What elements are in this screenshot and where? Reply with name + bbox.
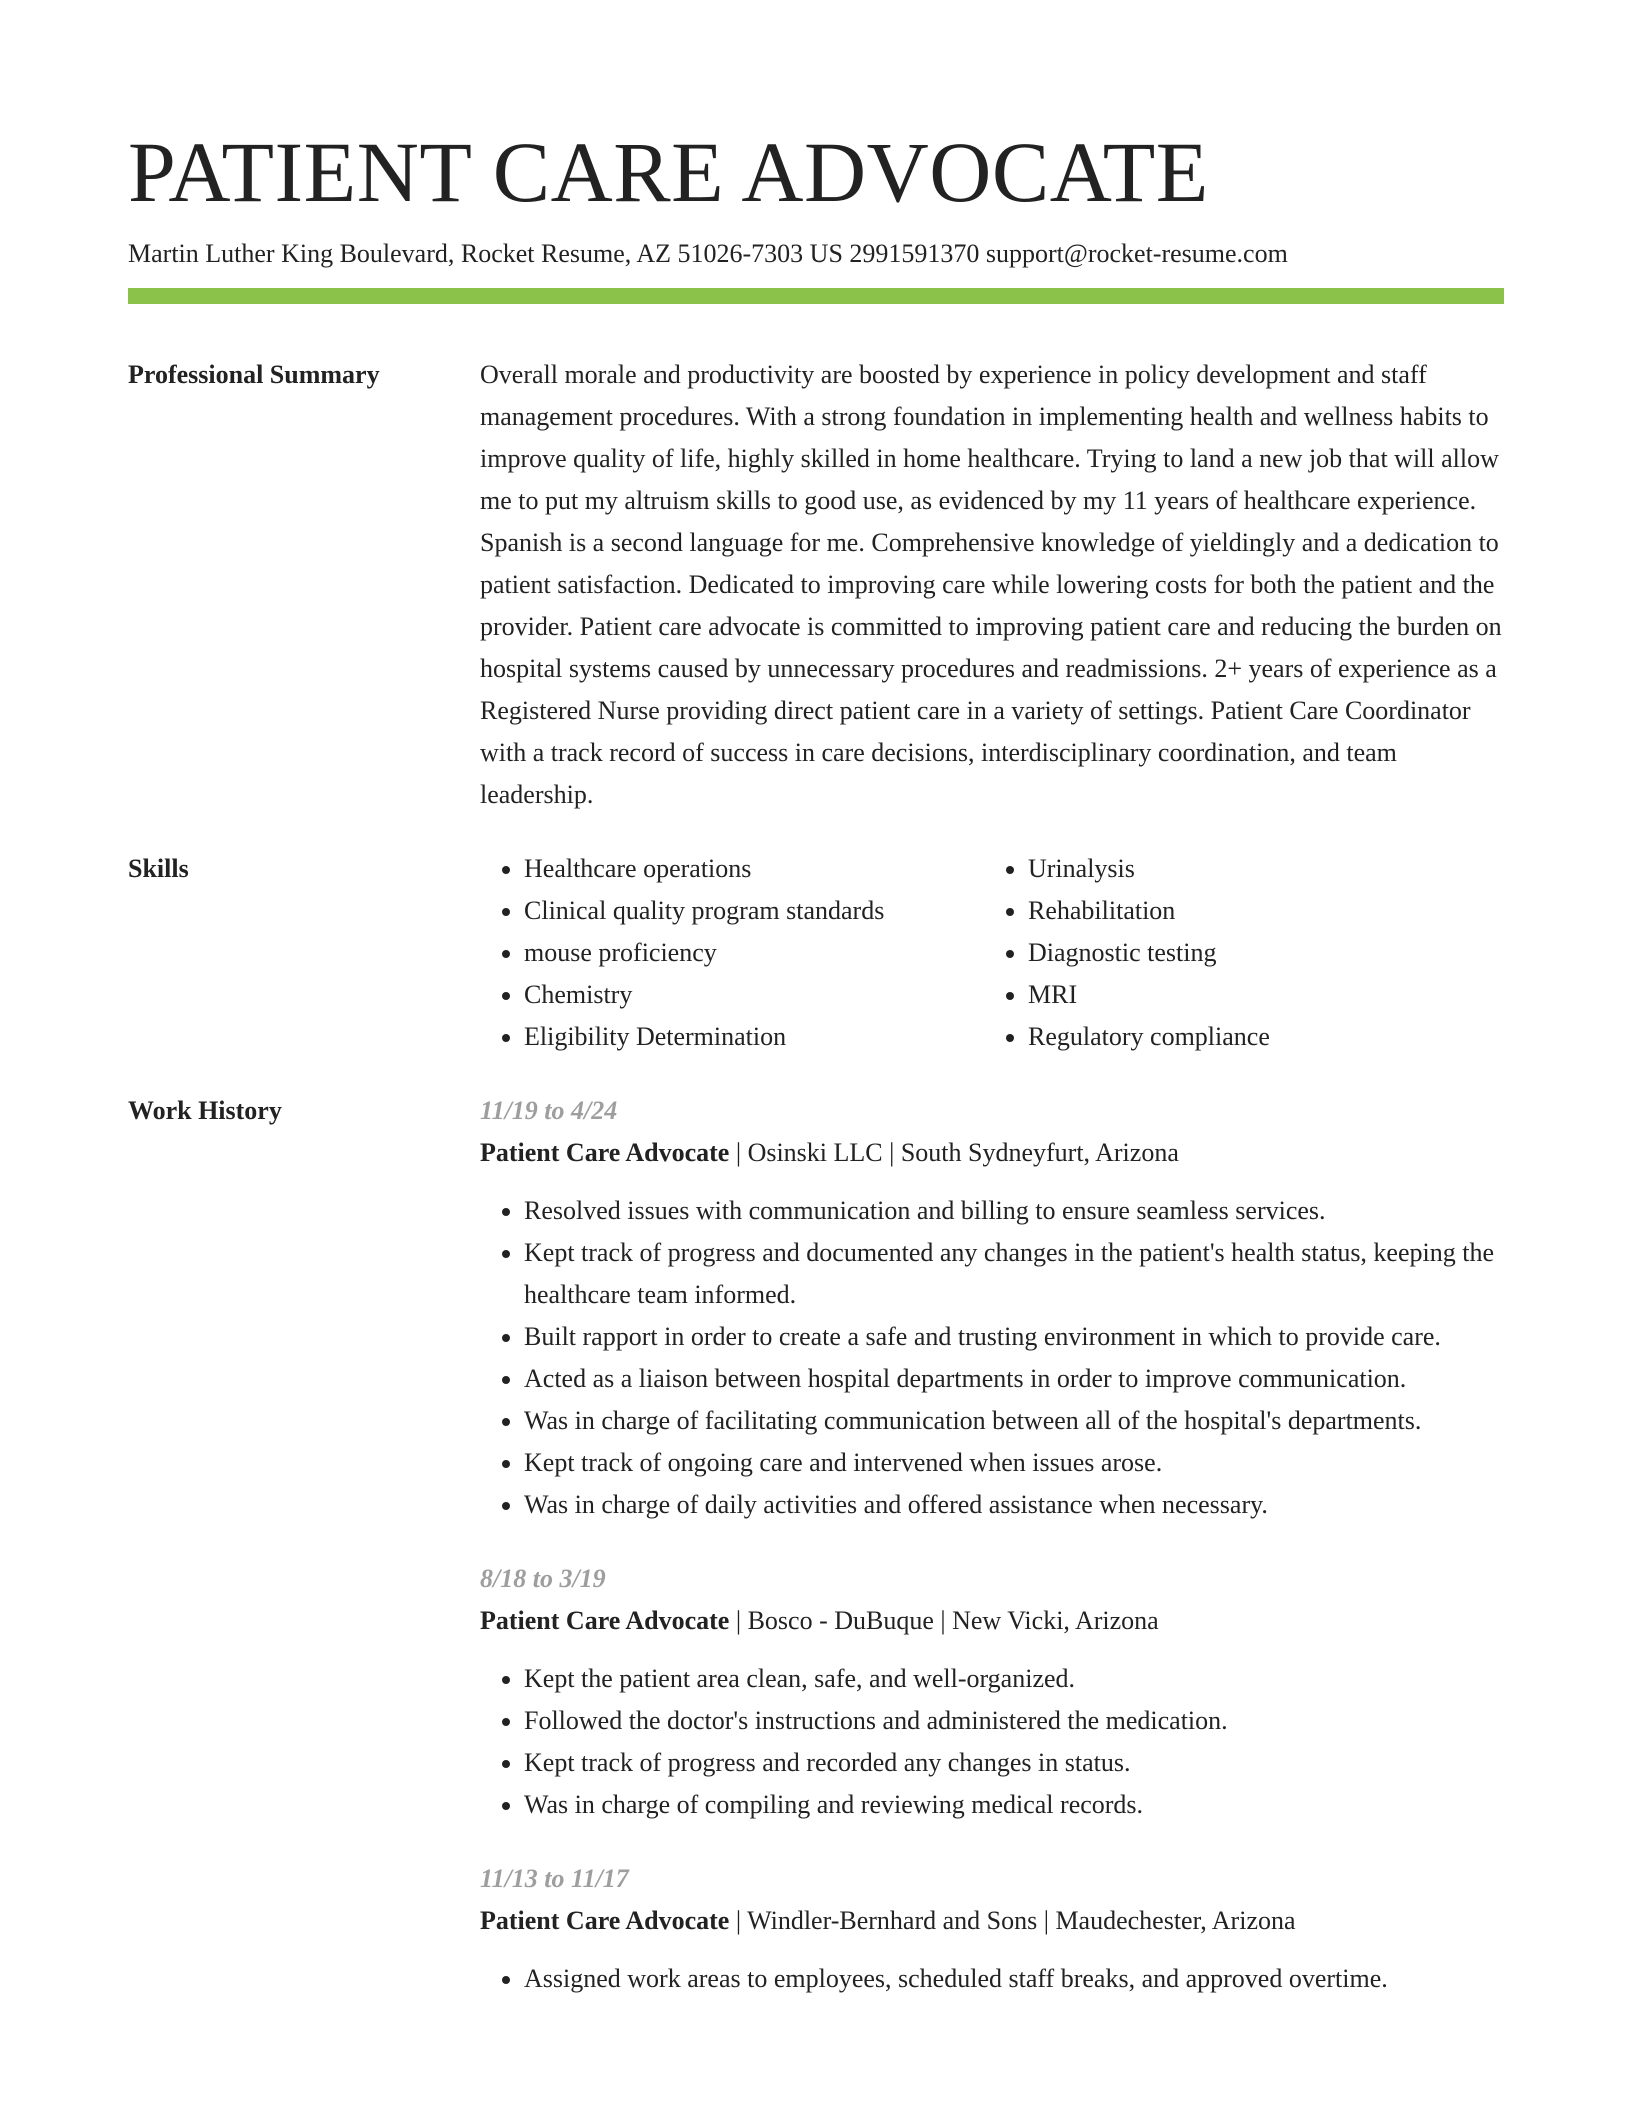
skill-item: • MRI (1028, 974, 1488, 1016)
skill-item: • Rehabilitation (1028, 890, 1488, 932)
professional-summary-section (128, 354, 1504, 816)
skill-item: • Healthcare operations (524, 848, 984, 890)
job-bullet: • Kept track of progress and documented any changes in the patient's health status, keeping the healthcare team informed. (524, 1232, 1504, 1316)
work-body (480, 1090, 1504, 2032)
summary-text: Overall morale and productivity are boosted by experience in policy development and staff management procedures. With a strong foundation in implementing health and wellness habits to improve quality of life, highly skilled in home healthcare. Trying to land a new job that will allow me to put my altruism skills to good use, as evidenced by my 11 years of healthcare experience. Spanish is a second language for me. Comprehensive knowledge of yieldingly and a dedication to patient satisfaction. Dedicated to improving care while lowering costs for both the patient and the provider. Patient care advocate is committed to improving patient care and reducing the burden on hospital systems caused by unnecessary procedures and readmissions. 2+ years of experience as a Registered Nurse providing direct patient care in a variety of settings. Patient Care Coordinator with a track record of success in care decisions, interdisciplinary coordination, and team leadership. (480, 360, 1502, 809)
job-bullet: • Built rapport in order to create a safe and trusting environment in which to provide care. (524, 1316, 1504, 1358)
skills-list-left (480, 848, 984, 1058)
job-title: Patient Care Advocate (480, 1606, 730, 1635)
skill-item: • Urinalysis (1028, 848, 1488, 890)
job-bullets (480, 1958, 1504, 2000)
job-heading (480, 1132, 1504, 1174)
skills-section (128, 848, 1504, 1058)
job-entry (480, 1090, 1504, 1526)
job-bullet: • Kept track of ongoing care and intervened when issues arose. (524, 1442, 1504, 1484)
job-dates: 11/13 to 11/17 (480, 1864, 629, 1893)
job-bullet: • Kept track of progress and recorded any changes in status. (524, 1742, 1504, 1784)
job-bullets (480, 1658, 1504, 1826)
job-dates: 11/19 to 4/24 (480, 1096, 618, 1125)
summary-body (480, 354, 1504, 816)
job-bullet: • Resolved issues with communication and billing to ensure seamless services. (524, 1190, 1504, 1232)
skills-body (480, 848, 1504, 1058)
skills-list-right (984, 848, 1488, 1058)
header-divider (128, 288, 1504, 304)
job-title: Patient Care Advocate (480, 1906, 730, 1935)
skill-item: • Chemistry (524, 974, 984, 1016)
job-dates: 8/18 to 3/19 (480, 1564, 606, 1593)
job-bullet: • Was in charge of facilitating communication between all of the hospital's departments. (524, 1400, 1504, 1442)
work-history-section (128, 1090, 1504, 2032)
section-label-summary: Professional Summary (128, 360, 380, 389)
resume-title: PATIENT CARE ADVOCATE (128, 124, 1209, 220)
skill-item: • Diagnostic testing (1028, 932, 1488, 974)
skill-item: • Clinical quality program standards (524, 890, 984, 932)
job-heading (480, 1900, 1504, 1942)
job-company-location: | Bosco - DuBuque | New Vicki, Arizona (729, 1606, 1159, 1635)
job-company-location: | Windler-Bernhard and Sons | Maudechester, Arizona (729, 1906, 1296, 1935)
job-company-location: | Osinski LLC | South Sydneyfurt, Arizona (729, 1138, 1179, 1167)
job-title: Patient Care Advocate (480, 1138, 730, 1167)
skill-item: • mouse proficiency (524, 932, 984, 974)
job-bullets (480, 1190, 1504, 1526)
job-bullet: • Kept the patient area clean, safe, and well-organized. (524, 1658, 1504, 1700)
job-bullet: • Assigned work areas to employees, scheduled staff breaks, and approved overtime. (524, 1958, 1504, 2000)
job-entry (480, 1858, 1504, 2000)
job-heading (480, 1600, 1504, 1642)
section-label-work: Work History (128, 1096, 282, 1125)
job-bullet: • Was in charge of compiling and reviewing medical records. (524, 1784, 1504, 1826)
skill-item: • Regulatory compliance (1028, 1016, 1488, 1058)
section-label-skills: Skills (128, 854, 189, 883)
contact-line: Martin Luther King Boulevard, Rocket Resume, AZ 51026-7303 US 2991591370 support@rocket-resume.com (128, 239, 1288, 268)
job-bullet: • Was in charge of daily activities and offered assistance when necessary. (524, 1484, 1504, 1526)
resume-page (128, 0, 1504, 2032)
job-bullet: • Followed the doctor's instructions and administered the medication. (524, 1700, 1504, 1742)
job-bullet: • Acted as a liaison between hospital departments in order to improve communication. (524, 1358, 1504, 1400)
skill-item: • Eligibility Determination (524, 1016, 984, 1058)
job-entry (480, 1558, 1504, 1826)
